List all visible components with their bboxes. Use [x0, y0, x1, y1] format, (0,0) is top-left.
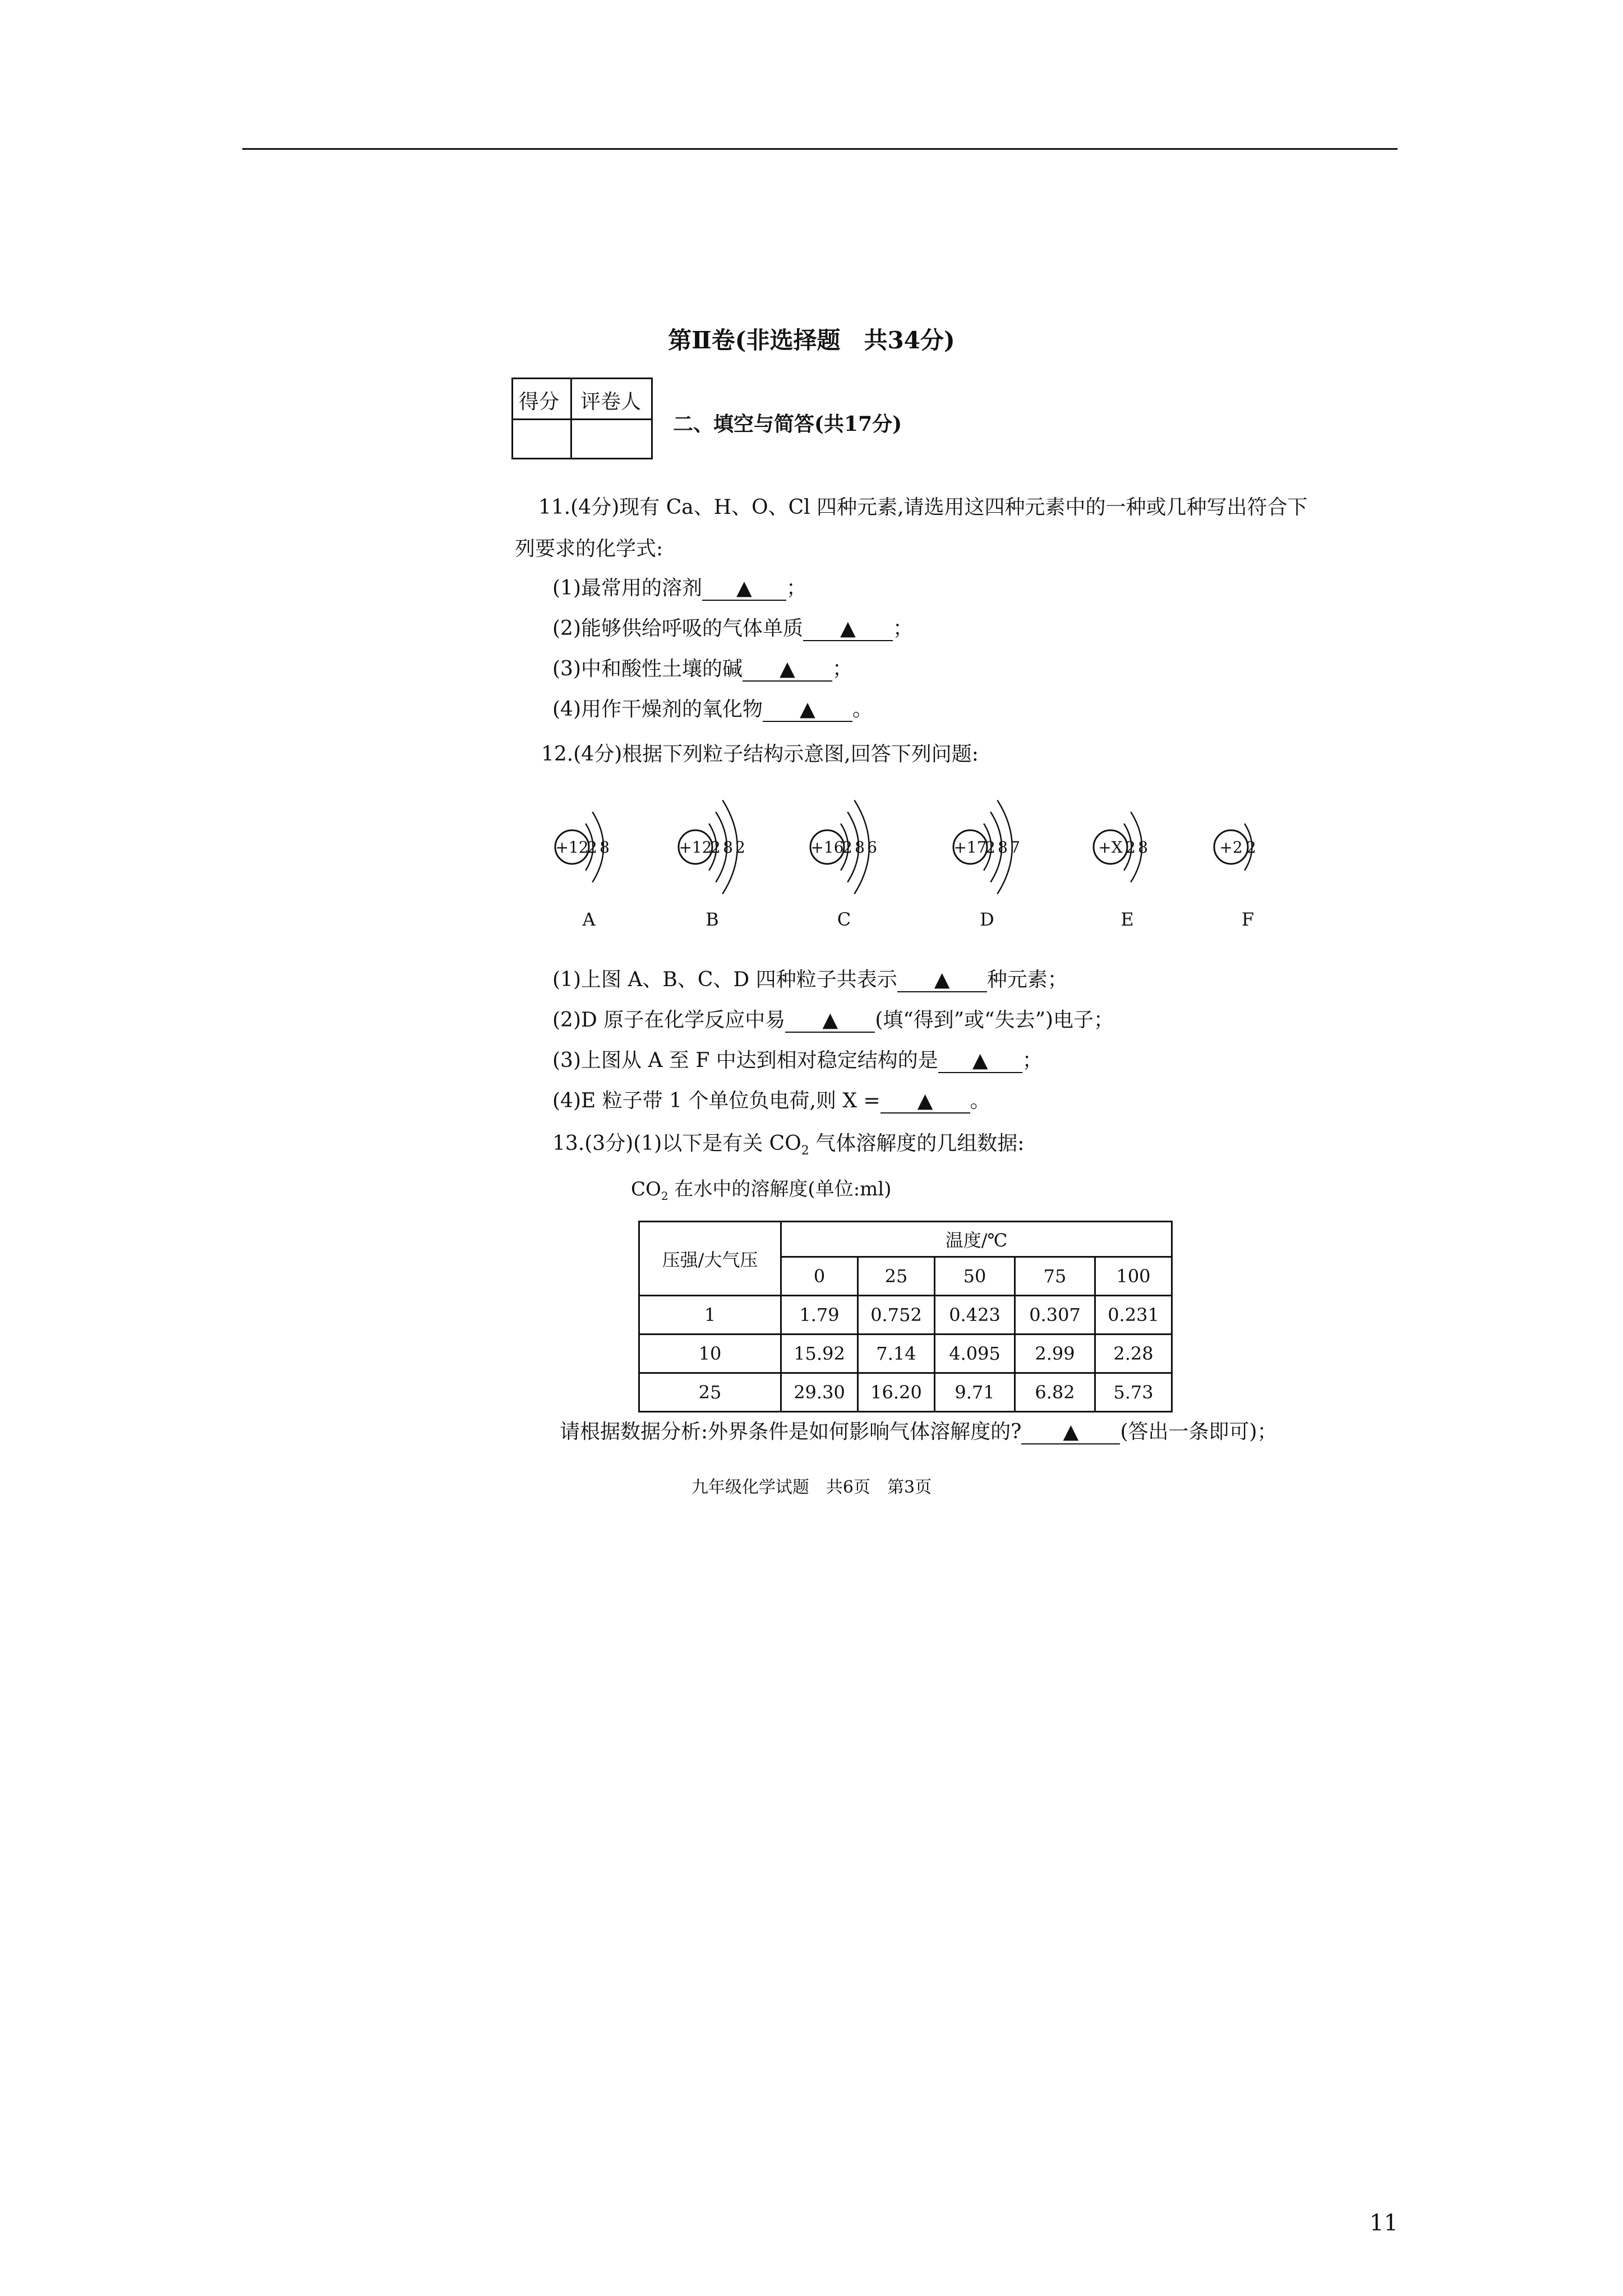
item-text: (4)用作干燥剂的氧化物 [552, 698, 763, 721]
top-rule [242, 148, 1398, 150]
q12-item-1 [552, 964, 1068, 992]
shell-electron-count: 8 [723, 838, 733, 857]
particle-label: B [706, 909, 719, 930]
table-cell: 10 [639, 1335, 781, 1373]
table-cell: 1.79 [781, 1296, 858, 1335]
table-col-header: 100 [1095, 1257, 1172, 1296]
page-footer: 九年级化学试题 共6页 第3页 [691, 1478, 932, 1497]
q13-stem [552, 1128, 1024, 1158]
table-cell: 2.99 [1015, 1335, 1095, 1373]
table-col-header: 25 [858, 1257, 935, 1296]
shell-electron-count: 2 [1246, 838, 1256, 857]
item-text: (2)能够供给呼吸的气体单质 [552, 617, 803, 640]
q12-item-2 [552, 1004, 1114, 1033]
table-caption [631, 1174, 892, 1203]
table-cell: 15.92 [781, 1335, 858, 1373]
item-end: ； [893, 617, 914, 640]
item-text: (3)上图从 A 至 F 中达到相对稳定结构的是 [552, 1049, 938, 1072]
part-title: 二、填空与简答(共17分) [673, 412, 902, 436]
shell-electron-count: 7 [1010, 838, 1020, 857]
shell-electron-count: 6 [867, 838, 877, 857]
solubility-table [638, 1221, 1173, 1412]
nucleus-charge: +16 [810, 838, 844, 857]
shell-electron-count: 8 [998, 838, 1008, 857]
particle-diagrams-svg [544, 785, 1329, 942]
item-end: 种元素； [986, 968, 1068, 991]
shell-electron-count: 2 [1126, 838, 1136, 857]
particle-label: A [582, 909, 596, 930]
table-cell: 6.82 [1015, 1373, 1095, 1412]
table-cell: 16.20 [858, 1373, 935, 1412]
answer-blank[interactable]: ▲ [702, 577, 786, 601]
particle-label: E [1121, 909, 1134, 930]
table-col-header: 75 [1015, 1257, 1095, 1296]
q13-stem-sub: 2 [801, 1144, 809, 1158]
answer-blank[interactable]: ▲ [785, 1009, 875, 1033]
nucleus-charge: +X [1098, 838, 1123, 857]
q11-stem-line1: 11.(4分)现有 Ca、H、O、Cl 四种元素,请选用这四种元素中的一种或几种写出符合下 [538, 496, 1308, 519]
item-end: 。 [852, 698, 873, 721]
table-cell: 0.423 [935, 1296, 1015, 1335]
q12-stem: 12.(4分)根据下列粒子结构示意图,回答下列问题: [541, 743, 979, 766]
table-cell: 0.231 [1095, 1296, 1172, 1335]
q13-question [560, 1416, 1278, 1444]
nucleus-charge: +12 [555, 838, 589, 857]
table-cell: 29.30 [781, 1373, 858, 1412]
item-text: (2)D 原子在化学反应中易 [552, 1009, 786, 1032]
particle-label: C [837, 909, 851, 930]
nucleus-charge: +2 [1219, 838, 1243, 857]
q12-item-3 [552, 1045, 1043, 1073]
table-cell: 0.307 [1015, 1296, 1095, 1335]
score-label: 得分 [519, 390, 560, 413]
caption-sub: 2 [661, 1189, 668, 1203]
shell-electron-count: 2 [985, 838, 995, 857]
item-end: ； [832, 657, 853, 680]
page-number: 11 [1370, 2210, 1398, 2236]
shell-electron-count: 2 [842, 838, 852, 857]
item-text: 请根据数据分析:外界条件是如何影响气体溶解度的? [560, 1420, 1022, 1443]
table-row [639, 1373, 1172, 1412]
table-col-header: 0 [781, 1257, 858, 1296]
caption-post: 在水中的溶解度(单位:ml) [668, 1178, 892, 1200]
table-cell: 9.71 [935, 1373, 1015, 1412]
table-row [639, 1296, 1172, 1335]
table-row-header: 压强/大气压 [639, 1222, 781, 1296]
table-row [639, 1335, 1172, 1373]
table-cell: 7.14 [858, 1335, 935, 1373]
shell-electron-count: 2 [711, 838, 721, 857]
score-box-divider [513, 418, 651, 420]
item-text: (3)中和酸性土壤的碱 [552, 657, 743, 680]
score-box [511, 378, 653, 459]
caption-pre: CO [631, 1178, 661, 1200]
q11-item-1 [552, 572, 806, 601]
reviewer-label: 评卷人 [580, 390, 642, 413]
item-text: (1)上图 A、B、C、D 四种粒子共表示 [552, 968, 897, 991]
table-cell: 2.28 [1095, 1335, 1172, 1373]
table-cell: 0.752 [858, 1296, 935, 1335]
answer-blank[interactable]: ▲ [938, 1049, 1022, 1073]
shell-electron-count: 8 [600, 838, 610, 857]
shell-electron-count: 8 [1138, 838, 1148, 857]
answer-blank[interactable]: ▲ [743, 657, 832, 682]
answer-blank[interactable]: ▲ [763, 698, 852, 722]
answer-blank[interactable]: ▲ [880, 1089, 970, 1114]
item-end: 。 [970, 1089, 990, 1112]
table-cell: 1 [639, 1296, 781, 1335]
section-title: 第Ⅱ卷(非选择题 共34分) [668, 326, 955, 354]
answer-blank[interactable]: ▲ [897, 968, 987, 992]
particle-diagrams [544, 785, 1329, 942]
q11-item-4 [552, 693, 873, 722]
table-cell: 25 [639, 1373, 781, 1412]
item-text: (1)最常用的溶剂 [552, 577, 702, 600]
q13-stem-pre: 13.(3分)(1)以下是有关 CO [552, 1132, 801, 1155]
item-text: (4)E 粒子带 1 个单位负电荷,则 X = [552, 1089, 880, 1112]
q13-stem-post: 气体溶解度的几组数据: [809, 1132, 1025, 1155]
answer-blank[interactable]: ▲ [1021, 1420, 1120, 1444]
nucleus-charge: +17 [953, 838, 987, 857]
item-end: ； [1022, 1049, 1043, 1072]
table-cell: 4.095 [935, 1335, 1015, 1373]
nucleus-charge: +12 [679, 838, 712, 857]
q11-stem-line2: 列要求的化学式: [515, 537, 663, 560]
shell-electron-count: 8 [855, 838, 865, 857]
shell-electron-count: 2 [587, 838, 597, 857]
table-cell: 5.73 [1095, 1373, 1172, 1412]
item-end: (答出一条即可)； [1120, 1420, 1278, 1443]
particle-label: F [1241, 909, 1255, 930]
particle-label: D [980, 909, 994, 930]
item-end: ； [786, 577, 807, 600]
item-end: (填“得到”或“失去”)电子； [875, 1009, 1114, 1032]
q11-item-2 [552, 613, 913, 641]
table-col-group: 温度/℃ [781, 1222, 1172, 1257]
table-col-header: 50 [935, 1257, 1015, 1296]
shell-electron-count: 2 [735, 838, 745, 857]
answer-blank[interactable]: ▲ [803, 617, 893, 641]
q11-item-3 [552, 653, 852, 682]
q12-item-4 [552, 1085, 990, 1114]
